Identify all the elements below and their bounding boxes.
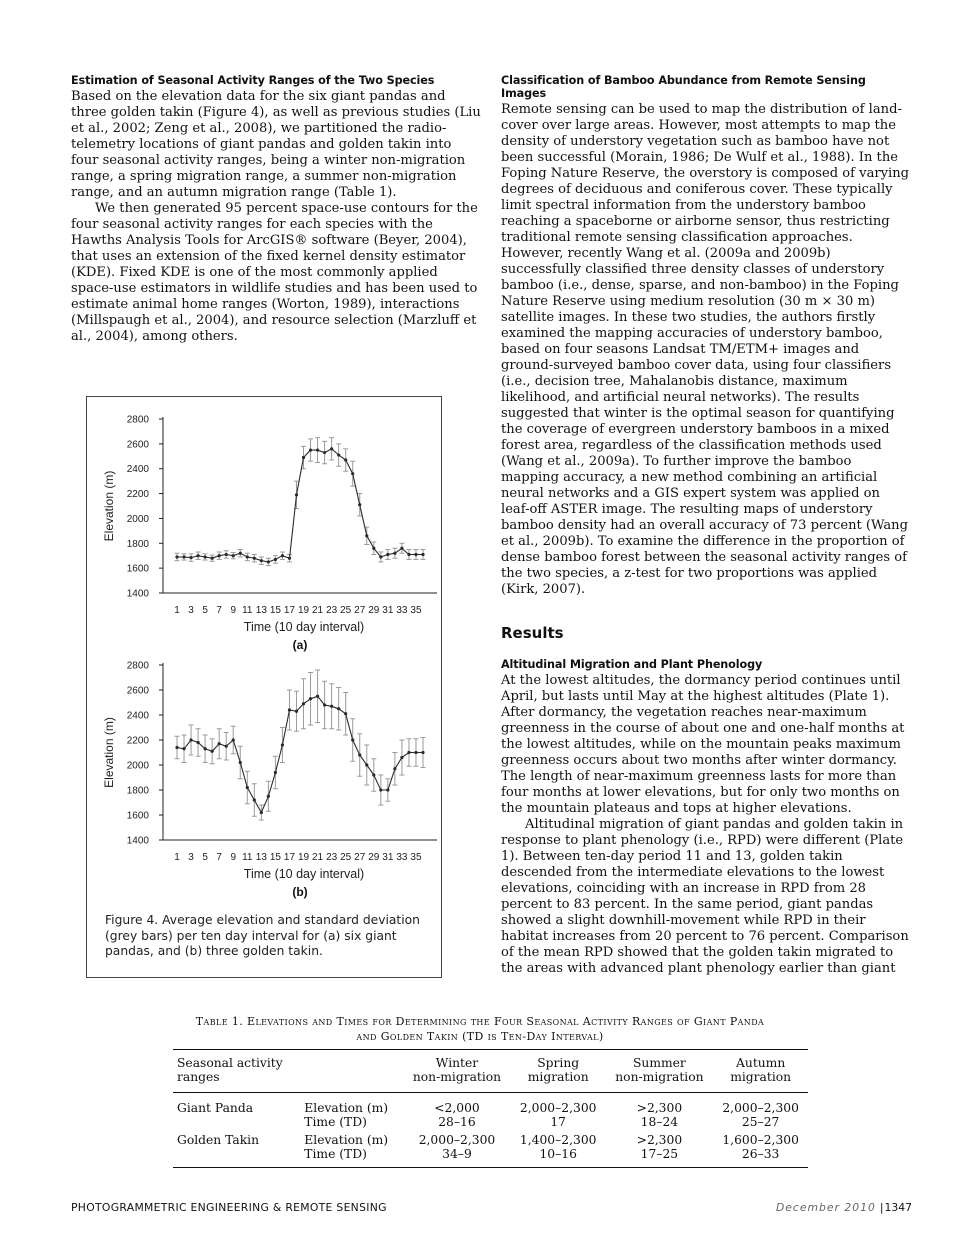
table-cell: 2,000–2,300 [418,1133,496,1147]
panel-b-data-point [309,697,312,700]
panel-b-data-point [175,746,178,749]
panel-a-data-point [189,556,192,559]
table-cell: 34–9 [442,1147,472,1161]
panel-a-x-tick-label: 11 [242,605,253,616]
paragraph: Altitudinal migration of giant pandas and golden takin in response to plant phenology (i.e., RPD) were different (Plate 1). Between ten-day period 11 and 13, golden takin descended from the intermediate elevations to the lowest elevations, coinciding with an increase in RPD from 28 percent to 83 percent. In the same period, giant pandas showed a slight downhill-movement while RPD in their habitat increases from 20 percent to 76 percent. Comparison of the mean RPD showed that the golden takin migrated to the areas with advanced plant phenology earlier than giant [501,817,909,976]
table-cell [173,1147,300,1168]
panel-b-data-point [225,745,228,748]
panel-b-y-tick-label: 2800 [126,660,149,672]
panel-b-data-point [246,786,249,789]
table-row [173,1129,808,1147]
table-title-line: and Golden Takin (TD is Ten-Day Interval) [356,1030,604,1043]
panel-b-data-point [232,738,235,741]
left-column [71,74,481,345]
panel-b-data-point [330,705,333,708]
table-cell: 1,600–2,300 [722,1133,799,1147]
table-cell: Elevation (m) [304,1133,389,1147]
table-cell: 10–16 [539,1147,577,1161]
table-row [173,1115,808,1129]
footer-page-number: 1347 [884,1201,912,1214]
panel-a-x-tick-label: 35 [410,605,422,616]
panel-b-x-tick-label: 31 [382,852,394,863]
panel-a-y-tick-label: 1600 [126,563,149,575]
panel-a-x-tick-label: 7 [216,605,222,616]
panel-a-x-tick-label: 15 [269,605,281,616]
panel-a-data-point [218,554,221,557]
panel-a-y-axis-label: Elevation (m) [102,470,116,542]
panel-b-data-point [196,741,199,744]
panel-b-x-tick-label: 21 [312,852,324,863]
table-row [173,1093,808,1116]
panel-a-data-point [365,534,368,537]
panel-b-data-point [386,788,389,791]
panel-a-data-point [386,553,389,556]
panel-b-y-tick-label: 2400 [126,710,149,722]
panel-b-data-point [358,753,361,756]
panel-a-data-point [274,558,277,561]
panel-b-data-point [407,751,410,754]
figure-4-charts [87,397,441,913]
panel-b-y-tick-label: 1800 [126,785,149,797]
panel-a-data-point [400,547,403,550]
table-cell: >2,300 [636,1133,683,1147]
col-header-summer: Summer non-migration [615,1056,704,1084]
table-cell: 28–16 [438,1115,476,1129]
table-cell: Time (TD) [304,1147,367,1161]
panel-b-data-point [316,695,319,698]
table-cell: Elevation (m) [304,1101,389,1115]
panel-a-data-point [309,448,312,451]
panel-a-data-point [246,555,249,558]
table-cell: 17 [550,1115,567,1129]
table-cell: Golden Takin [177,1133,260,1147]
panel-a-data-point [330,447,333,450]
col-header-winter: Winter non-migration [412,1056,502,1084]
panel-a-x-tick-label: 25 [340,605,352,616]
panel-a-data-point [281,554,284,557]
panel-b-data-point [337,707,340,710]
panel-b-data-point [365,763,368,766]
table-cell: Giant Panda [177,1101,254,1115]
panel-a-data-point [211,557,214,560]
panel-a-y-tick-label: 2800 [126,414,149,426]
panel-a-data-point [351,472,354,475]
panel-a-x-tick-label: 1 [174,605,180,616]
table-cell [173,1115,300,1129]
panel-b-data-point [260,811,263,814]
panel-a-y-tick-label: 2000 [126,513,149,525]
panel-b-x-tick-label: 33 [396,852,408,863]
panel-a-data-point [267,560,270,563]
panel-b-data-point [302,702,305,705]
col-header-empty [300,1050,403,1093]
footer-date: December 2010 [775,1201,876,1214]
panel-a-x-tick-label: 17 [283,605,296,616]
subsection-heading-migration: Altitudinal Migration and Plant Phenology [501,658,763,671]
panel-a-data-point [344,458,347,461]
panel-a-data-point [175,555,178,558]
table-cell: 2,000–2,300 [722,1101,799,1115]
panel-b-data-point [351,738,354,741]
figure-caption: Figure 4. Average elevation and standard deviation (grey bars) per ten day interval for (a) six giant pandas, and (b) three golden takin. [105,913,420,958]
panel-a-data-point [182,555,185,558]
panel-b-data-point [295,710,298,713]
panel-b-x-tick-label: 17 [283,852,296,863]
panel-a-x-tick-label: 3 [188,605,194,616]
table-title-line: Table 1. Elevations and Times for Determining the Four Seasonal Activity Ranges of Giant Panda [195,1015,765,1028]
panel-a-data-point [372,547,375,550]
panel-a-data-point [196,554,199,557]
right-column [501,74,911,977]
panel-b-y-tick-label: 2600 [126,685,149,697]
panel-b-data-point [267,795,270,798]
panel-a-data-point [253,557,256,560]
panel-b-x-axis-label: Time (10 day interval) [243,867,365,881]
panel-b-data-point [239,761,242,764]
panel-b-data-point [218,742,221,745]
panel-a-data-point [288,557,291,560]
section-heading-activity-ranges: Estimation of Seasonal Activity Ranges of the Two Species [71,74,435,87]
panel-a-x-tick-label: 5 [202,605,208,616]
panel-b-x-tick-label: 23 [326,852,338,863]
panel-a-x-tick-label: 33 [396,605,408,616]
table-cell: 18–24 [640,1115,679,1129]
panel-b-data-point [274,771,277,774]
panel-a-series-line [177,449,423,562]
panel-b-y-axis-label: Elevation (m) [102,717,116,788]
panel-b-data-point [414,751,417,754]
footer-journal-name: PHOTOGRAMMETRIC ENGINEERING & REMOTE SENSING [71,1201,387,1214]
footer-page-info [776,1201,912,1214]
paragraph: Remote sensing can be used to map the distribution of land-cover over large areas. However, most attempts to map the density of understory vegetation such as bamboo have not been successful (Morain, 1986; De Wulf et al., 1988). In the Foping Nature Reserve, the overstory is composed of varying degrees of deciduous and coniferous cover. These typically limit spectral information from the understory bamboo reaching a spaceborne or airborne sensor, thus restricting traditional remote sensing classification approaches. However, recently Wang et al. (2009a and 2009b) successfully classified three density classes of understory bamboo (i.e., dense, sparse, and non-bamboo) in the Foping Nature Reserve using medium resolution (30 m × 30 m) satellite images. In these two studies, the authors firstly examined the mapping accuracies of understory bamboo, based on four seasons Landsat TM/ETM+ images and ground-surveyed bamboo cover data, using four classifiers (i.e., decision tree, Mahalanobis distance, maximum likelihood, and artificial neural networks). The results suggested that winter is the optimal season for quantifying the coverage of evergreen understory bamboos in a mixed forest area, regardless of the classification methods used (Wang et al., 2009a). To further improve the bamboo mapping accuracy, a new method combining an artificial neural networks and a GIS expert system was applied on leaf-off ASTER image. The resulting maps of understory bamboo density had an overall accuracy of 73 percent (Wang et al., 2009b). To examine the difference in the proportion of dense bamboo forest between the seasonal activity ranges of the two species, a z-test for two proportions was applied (Kirk, 2007). [501,102,910,597]
panel-a-data-point [316,448,319,451]
panel-a-y-tick-label: 2400 [126,464,149,476]
panel-a-data-point [421,553,424,556]
footer-separator: | [879,1201,884,1214]
panel-a-data-point [260,559,263,562]
col-header-seasonal-ranges: Seasonal activity ranges [177,1056,283,1084]
panel-a-x-tick-label: 23 [326,605,338,616]
panel-b-x-tick-label: 11 [242,852,253,863]
panel-a-data-point [337,453,340,456]
paragraph: We then generated 95 percent space-use contours for the four seasonal activity ranges for each species with the Hawths Analysis Tools for ArcGIS® software (Beyer, 2004), that uses an extension of the fixed kernel density estimator (KDE). Fixed KDE is one of the most commonly applied space-use estimators in wildlife studies and has been used to estimate animal home ranges (Worton, 1989), interactions (Millspaugh et al., 2004), and resource selection (Marzluff et al., 2004), among others. [71,201,478,344]
panel-a-data-point [414,553,417,556]
panel-a-data-point [239,552,242,555]
panel-b-data-point [323,703,326,706]
table-cell: Time (TD) [304,1115,367,1129]
paragraph: Based on the elevation data for the six giant pandas and three golden takin (Figure 4), as well as previous studies (Liu et al., 2002; Zeng et al., 2008), we partitioned the radio-telemetry locations of giant pandas and golden takin into four seasonal activity ranges, being a winter non-migration range, a spring migration range, a summer non-migration range, and an autumn migration range (Table 1). [71,89,481,200]
table-title [140,1014,820,1044]
results-heading: Results [501,624,564,642]
panel-a-data-point [302,456,305,459]
panel-b-x-tick-label: 25 [340,852,352,863]
section-heading-bamboo-classification: Classification of Bamboo Abundance from Remote Sensing Images [501,74,866,100]
panel-a-x-tick-label: 27 [354,605,366,616]
table-cell: >2,300 [636,1101,683,1115]
panel-b-x-tick-label: 1 [174,852,180,863]
panel-a-x-axis-label: Time (10 day interval) [243,620,365,634]
panel-a-data-point [232,554,235,557]
table-cell: 25–27 [741,1115,780,1129]
panel-a-data-point [393,552,396,555]
panel-b-x-tick-label: 27 [354,852,366,863]
panel-a-data-point [204,555,207,558]
panel-b-y-tick-label: 2200 [126,735,149,747]
panel-b-data-point [372,773,375,776]
panel-b-x-tick-label: 13 [255,852,267,863]
panel-a-data-point [407,553,410,556]
panel-b-x-tick-label: 9 [230,852,237,863]
col-header-spring: Spring migration [527,1056,589,1084]
panel-a-y-tick-label: 2200 [126,489,149,501]
panel-b-y-tick-label: 2000 [126,760,149,772]
panel-a-x-tick-label: 19 [297,605,310,616]
panel-b-x-tick-label: 15 [269,852,281,863]
table-cell: <2,000 [434,1101,480,1115]
panel-b-data-point [421,751,424,754]
panel-b-data-point [281,743,284,746]
panel-b-data-point [400,756,403,759]
panel-a-x-tick-label: 29 [368,605,380,616]
panel-a-y-tick-label: 1400 [126,588,149,600]
panel-a-x-tick-label: 31 [382,605,394,616]
panel-a-y-tick-label: 2600 [126,439,149,451]
panel-b-data-point [288,708,291,711]
table-cell: 17–25 [640,1147,679,1161]
panel-b-x-tick-label: 7 [216,852,222,863]
figure-4 [86,396,442,978]
panel-b-y-tick-label: 1400 [126,835,149,847]
panel-b-x-tick-label: 3 [188,852,194,863]
panel-b-x-tick-label: 29 [368,852,380,863]
col-header-autumn: Autumn migration [730,1056,792,1084]
panel-a-x-tick-label: 9 [230,605,237,616]
panel-b-label: (b) [292,885,308,899]
panel-a-x-tick-label: 13 [255,605,267,616]
panel-b-data-point [253,798,256,801]
panel-a-label: (a) [292,638,308,652]
panel-a-data-point [323,451,326,454]
table-cell: 26–33 [741,1147,780,1161]
panel-a-x-tick-label: 21 [312,605,324,616]
panel-b-x-tick-label: 35 [410,852,422,863]
panel-b-y-tick-label: 1600 [126,810,149,822]
panel-b-x-tick-label: 19 [297,852,310,863]
panel-b-data-point [393,767,396,770]
table-1 [173,1049,808,1168]
panel-a-data-point [225,553,228,556]
panel-b-data-point [344,712,347,715]
panel-b-data-point [379,788,382,791]
panel-b-x-tick-label: 5 [202,852,208,863]
table-cell: 2,000–2,300 [519,1101,597,1115]
paragraph: At the lowest altitudes, the dormancy period continues until April, but lasts until May at the highest altitudes (Plate 1). After dormancy, the vegetation reaches near-maximum greenness in the course of about one and one-half months at the lowest altitudes, while on the mountain peaks maximum greenness occurs about two months after winter dormancy. The length of near-maximum greenness lasts for more than four months at lower elevations, but for only two months on the mountain plateaus and tops at higher elevations. [501,673,905,816]
panel-b-data-point [204,747,207,750]
panel-b-series-line [177,696,423,812]
panel-b-data-point [189,738,192,741]
table-row [173,1147,808,1168]
panel-a-data-point [295,493,298,496]
panel-b-data-point [182,747,185,750]
table-cell: 1,400–2,300 [519,1133,597,1147]
panel-a-data-point [358,503,361,506]
panel-a-y-tick-label: 1800 [126,538,149,550]
panel-a-data-point [379,555,382,558]
panel-b-data-point [211,750,214,753]
